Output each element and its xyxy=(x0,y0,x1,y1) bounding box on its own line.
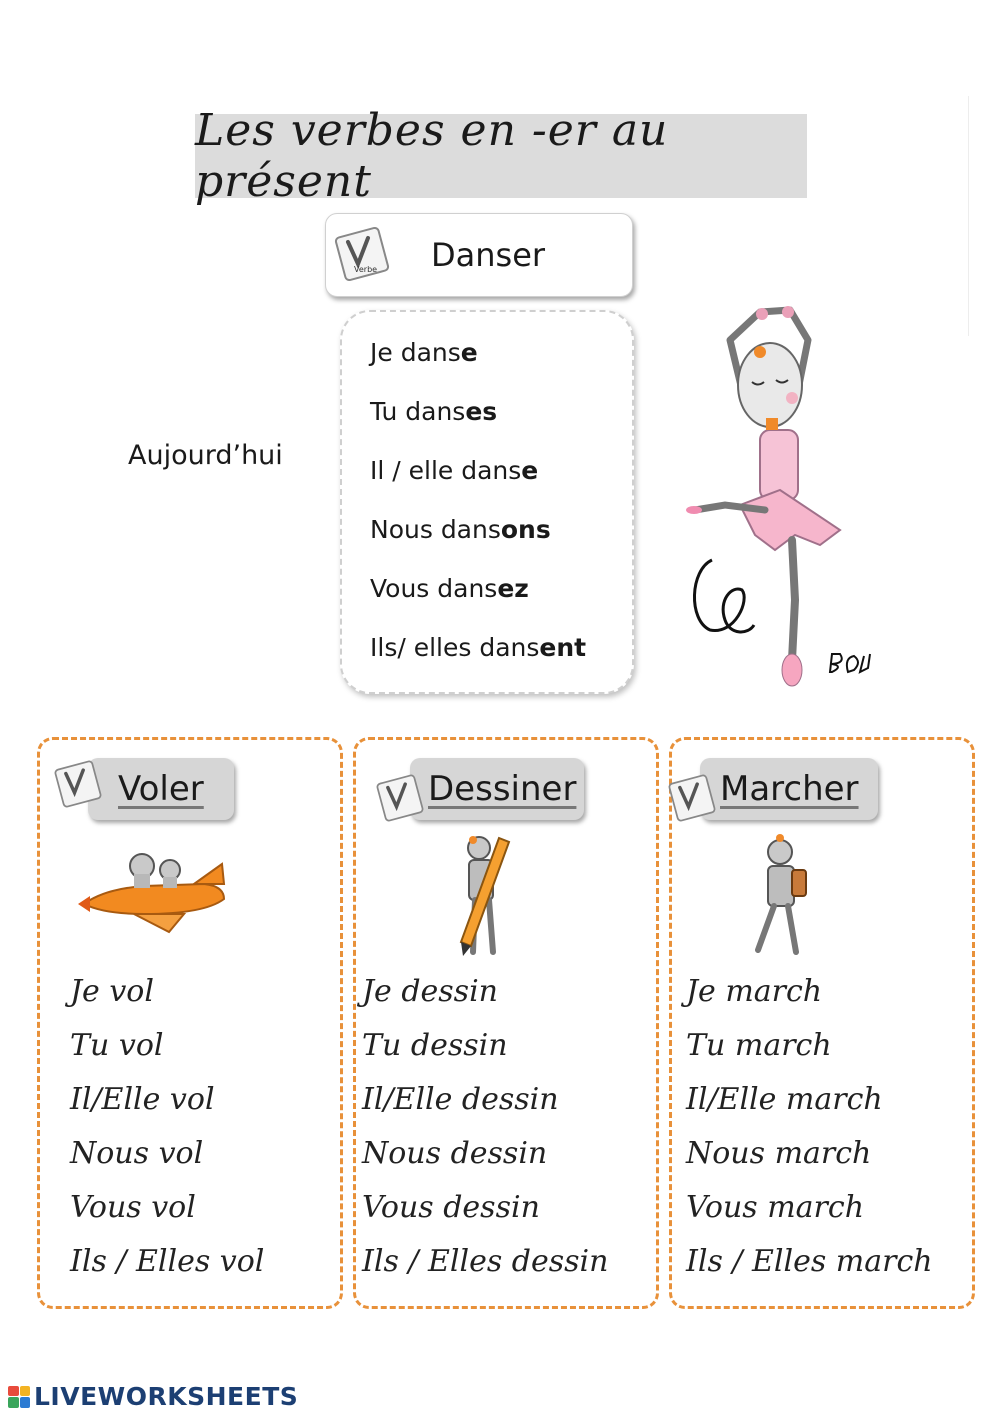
conjugation-line: Nous vol xyxy=(70,1136,204,1171)
verb-card-dessiner xyxy=(353,737,659,1309)
conjugation-list xyxy=(70,965,264,1289)
verbe-badge-icon xyxy=(374,772,426,824)
conjugation-line: Je vol xyxy=(70,974,154,1009)
conjugation-line: Vous vol xyxy=(70,1190,196,1225)
conjugation-line: Vous dessin xyxy=(362,1190,540,1225)
footer-text: LIVEWORKSHEETS xyxy=(34,1382,299,1411)
conjugation-line: Je danse xyxy=(370,338,478,367)
conjugation-line: Il/Elle dessin xyxy=(362,1082,559,1117)
liveworksheets-logo-icon xyxy=(8,1386,30,1408)
card-title: Marcher xyxy=(720,769,859,809)
conjugation-line: Il / elle danse xyxy=(370,456,539,485)
conjugation-line: Nous dansons xyxy=(370,515,551,544)
card-header xyxy=(410,758,584,820)
main-verb-label: Danser xyxy=(431,236,546,274)
conjugation-line: Il/Elle march xyxy=(686,1082,883,1117)
conjugation-line: Je march xyxy=(686,974,823,1009)
conjugation-list xyxy=(362,965,608,1289)
verb-card-voler xyxy=(37,737,343,1309)
card-header xyxy=(700,758,878,820)
conjugation-list xyxy=(686,965,933,1289)
time-label: Aujourd’hui xyxy=(128,440,283,471)
page-edge-line xyxy=(968,96,969,336)
main-verb-card xyxy=(325,213,633,297)
walking-robot-icon xyxy=(748,834,818,959)
conjugation-line: Ils / Elles march xyxy=(686,1244,933,1279)
conjugation-line: Je dessin xyxy=(362,974,498,1009)
conjugation-line: Il/Elle vol xyxy=(70,1082,215,1117)
conjugation-line: Nous dessin xyxy=(362,1136,548,1171)
conjugation-line: Vous march xyxy=(686,1190,865,1225)
page-title: Les verbes en -er au présent xyxy=(195,105,669,207)
card-header xyxy=(88,758,234,820)
verbe-badge-icon xyxy=(52,758,104,810)
conjugation-line: Tu march xyxy=(686,1028,832,1063)
conjugation-line: Tu danses xyxy=(370,397,498,426)
title-banner xyxy=(195,105,807,207)
verb-card-marcher xyxy=(669,737,975,1309)
conjugation-box xyxy=(340,310,634,694)
robots-in-plane-icon xyxy=(74,844,234,934)
robot-with-pencil-icon xyxy=(451,834,521,959)
card-title: Dessiner xyxy=(428,769,577,809)
conjugation-line: Ils / Elles dessin xyxy=(362,1244,609,1279)
verbe-badge-icon xyxy=(332,224,392,284)
verbe-badge-icon xyxy=(666,772,718,824)
conjugation-line: Tu vol xyxy=(70,1028,164,1063)
ballerina-robot-icon xyxy=(680,300,900,695)
footer-brand[interactable] xyxy=(8,1382,298,1411)
conjugation-line: Vous dansez xyxy=(370,574,529,603)
svg-text:Verbe: Verbe xyxy=(354,265,378,274)
conjugation-line: Ils/ elles dansent xyxy=(370,633,587,662)
card-title: Voler xyxy=(118,769,204,809)
conjugation-line: Tu dessin xyxy=(362,1028,508,1063)
conjugation-line: Ils / Elles vol xyxy=(70,1244,265,1279)
conjugation-line: Nous march xyxy=(686,1136,872,1171)
